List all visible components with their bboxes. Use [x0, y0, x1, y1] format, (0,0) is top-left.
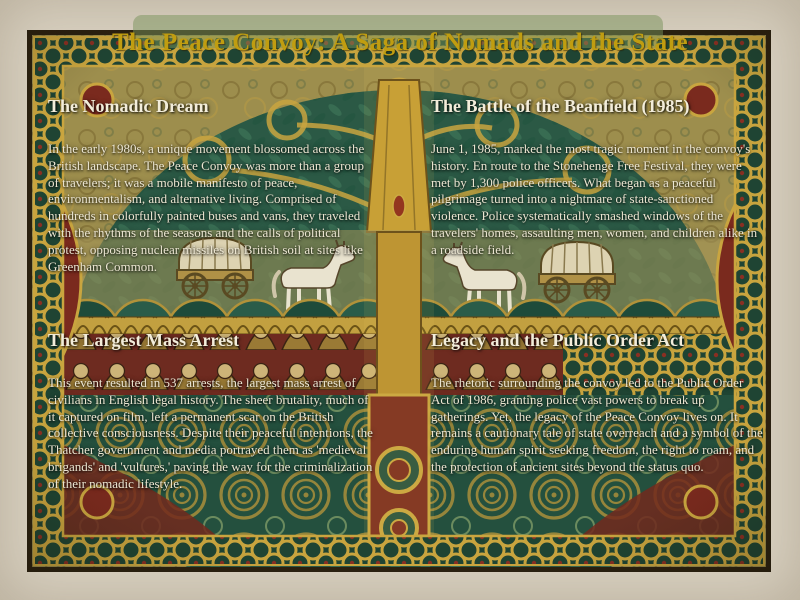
section-heading-largest-mass-arrest: The Largest Mass Arrest: [48, 330, 240, 350]
section-heading-battle-of-the-beanfield: The Battle of the Beanfield (1985): [431, 96, 690, 116]
section-body-battle-of-the-beanfield: June 1, 1985, marked the most tragic moment in the convoy's history. En route to the Stonehenge Free Festival, they were met by 1,300 police officers. What began as a peaceful pilgrimage turned into a nightmare of state-sanctioned violence. Police systematically smashed windows of the travelers' homes, assaulting men, women, and children alike in a roadside field.: [431, 141, 758, 257]
section-battle-of-the-beanfield: [431, 96, 763, 259]
section-heading-nomadic-dream: The Nomadic Dream: [48, 96, 209, 116]
section-nomadic-dream: [48, 96, 373, 275]
section-body-legacy-public-order-act: The rhetoric surrounding the convoy led to the Public Order Act of 1986, granting police vast powers to break up gatherings. Yet, the legacy of the Peace Convoy lives on. It remains a cautionary tale of state overreach and a symbol of the enduring human spirit seeking freedom, the right to roam, and the protection of ancient sites beyond the status quo.: [431, 375, 763, 474]
section-body-nomadic-dream: In the early 1980s, a unique movement blossomed across the British landscape. The Peace Convoy was more than a group of travelers; it was a mobile manifesto of peace, environmentalism, and alternative living. Comprised of hundreds in colorfully painted buses and vans, they traveled with the rhythms of the seasons and the calls of political protest, opposing nuclear missiles on British soil at sites like Greenham Common.: [48, 141, 365, 274]
section-largest-mass-arrest: [48, 330, 373, 493]
section-legacy-public-order-act: [431, 330, 763, 476]
section-heading-legacy-public-order-act: Legacy and the Public Order Act: [431, 330, 685, 350]
page-title: The Peace Convoy: A Saga of Nomads and the State: [111, 29, 689, 56]
section-body-largest-mass-arrest: This event resulted in 537 arrests, the largest mass arrest of civilians in English legal history. The sheer brutality, much of it captured on film, left a permanent scar on the British collective consciousness. Despite their peaceful intentions, the Thatcher government and media portrayed them as 'medieval brigands' and 'vultures,' paving the way for the criminalization of their nomadic lifestyle.: [48, 375, 373, 491]
